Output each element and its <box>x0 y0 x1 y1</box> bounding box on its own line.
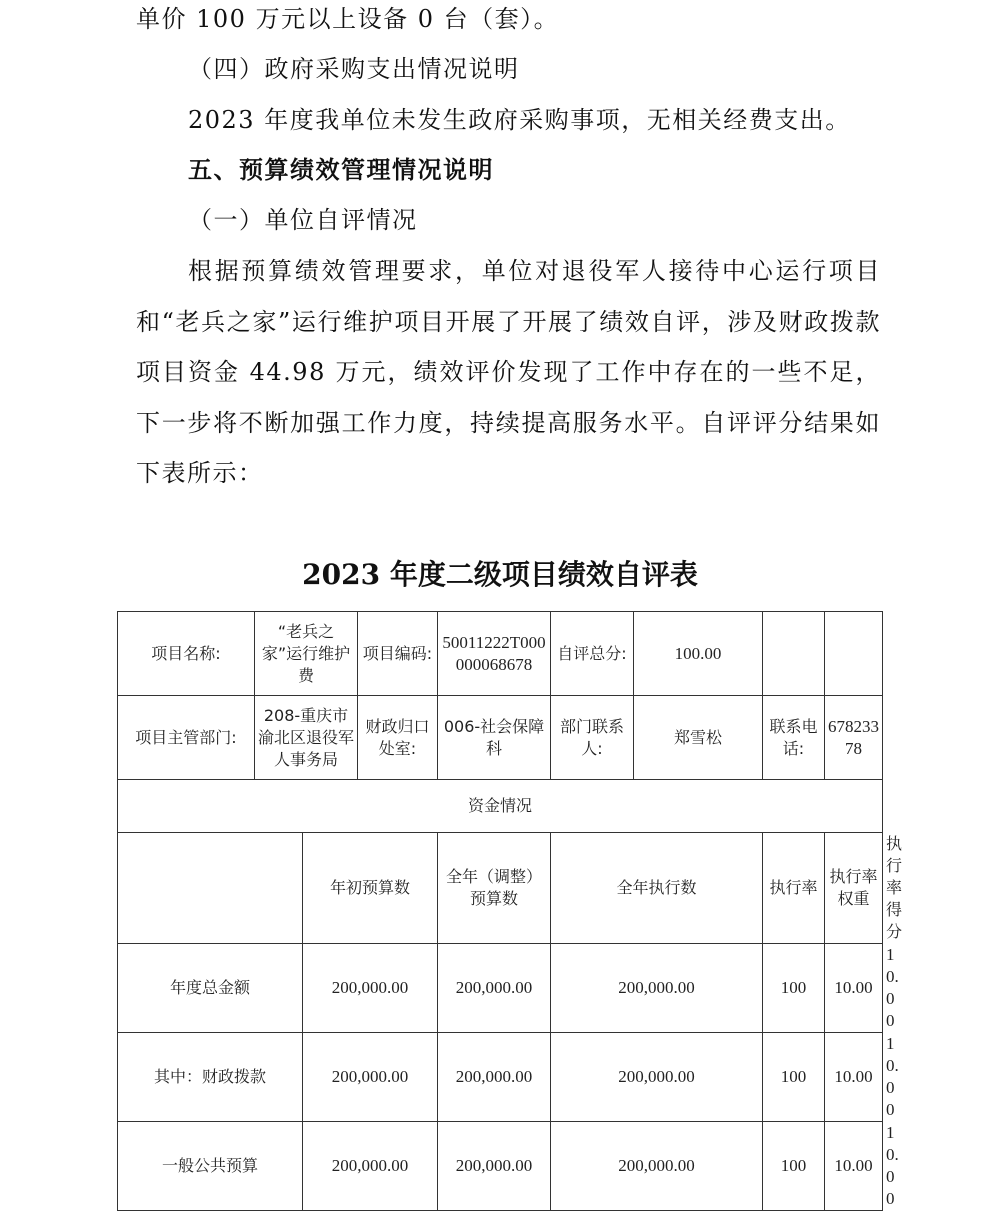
col-header-initial-budget: 年初预算数 <box>303 833 438 944</box>
empty-cell <box>825 612 883 696</box>
cell-initial-budget: 200,000.00 <box>303 1033 438 1122</box>
heading-performance: 五、预算绩效管理情况说明 <box>188 155 494 184</box>
phone-label: 联系电话: <box>763 696 825 780</box>
table-row: 年度总金额 200,000.00 200,000.00 200,000.00 100 10.00 10.00 <box>118 944 883 1033</box>
col-header-weight: 执行率权重 <box>825 833 883 944</box>
cell-execution: 200,000.00 <box>551 944 763 1033</box>
performance-table <box>117 611 903 1211</box>
row-label: 一般公共预算 <box>118 1122 303 1211</box>
cell-adjusted-budget: 200,000.00 <box>438 1122 551 1211</box>
row-label: 年度总金额 <box>118 944 303 1033</box>
paragraph-self-evaluation: 根据预算绩效管理要求，单位对退役军人接待中心运行项目和“老兵之家”运行维护项目开展了开展了绩效自评，涉及财政拨款项目资金 44.98 万元，绩效评价发现了工作中存在的一些不足，下一步将不断加强工作力度，持续提高服务水平。自评评分结果如下表所示： <box>136 257 881 487</box>
empty-cell <box>763 612 825 696</box>
cell-execution: 200,000.00 <box>551 1122 763 1211</box>
project-name-value: “老兵之家”运行维护费 <box>255 612 358 696</box>
cell-initial-budget: 200,000.00 <box>303 1122 438 1211</box>
heading-self-evaluation: （一）单位自评情况 <box>188 206 418 234</box>
self-score-value: 100.00 <box>634 612 763 696</box>
cell-weight: 10.00 <box>825 1033 883 1122</box>
table-row: 其中：财政拨款 200,000.00 200,000.00 200,000.00 100 10.00 10.00 <box>118 1033 883 1122</box>
col-header-execution: 全年执行数 <box>551 833 763 944</box>
project-name-label: 项目名称: <box>118 612 255 696</box>
table-row-project <box>118 612 883 696</box>
dept-label: 项目主管部门: <box>118 696 255 780</box>
col-header-adjusted-budget: 全年（调整）预算数 <box>438 833 551 944</box>
cell-execution: 200,000.00 <box>551 1033 763 1122</box>
table-row-column-headers: 年初预算数 全年（调整）预算数 全年执行数 执行率 执行率权重 执行率得分 <box>118 833 883 944</box>
table-row-department <box>118 696 883 780</box>
table-row: 一般公共预算 200,000.00 200,000.00 200,000.00 100 10.00 10.00 <box>118 1122 883 1211</box>
cell-weight: 10.00 <box>825 944 883 1033</box>
col-header-rate: 执行率 <box>763 833 825 944</box>
row-label: 其中：财政拨款 <box>118 1033 303 1122</box>
cell-adjusted-budget: 200,000.00 <box>438 944 551 1033</box>
cell-rate: 100 <box>763 1033 825 1122</box>
project-code-value: 50011222T000000068678 <box>438 612 551 696</box>
contact-label: 部门联系人: <box>551 696 634 780</box>
paragraph-equipment: 单价 100 万元以上设备 0 台（套）。 <box>136 5 560 33</box>
self-score-label: 自评总分: <box>551 612 634 696</box>
phone-value: 67823378 <box>825 696 883 780</box>
office-label: 财政归口处室: <box>358 696 438 780</box>
contact-value: 郑雪松 <box>634 696 763 780</box>
header-blank <box>118 833 303 944</box>
paragraph-procurement: 2023 年度我单位未发生政府采购事项，无相关经费支出。 <box>188 106 851 134</box>
project-code-label: 项目编码: <box>358 612 438 696</box>
funds-header: 资金情况 <box>118 780 883 833</box>
cell-weight: 10.00 <box>825 1122 883 1211</box>
table-row-funds-header <box>118 780 883 833</box>
cell-adjusted-budget: 200,000.00 <box>438 1033 551 1122</box>
cell-initial-budget: 200,000.00 <box>303 944 438 1033</box>
table-title: 2023 年度二级项目绩效自评表 <box>302 558 698 591</box>
cell-rate: 100 <box>763 944 825 1033</box>
office-value: 006-社会保障科 <box>438 696 551 780</box>
dept-value: 208-重庆市渝北区退役军人事务局 <box>255 696 358 780</box>
cell-rate: 100 <box>763 1122 825 1211</box>
heading-procurement: （四）政府采购支出情况说明 <box>188 55 520 83</box>
